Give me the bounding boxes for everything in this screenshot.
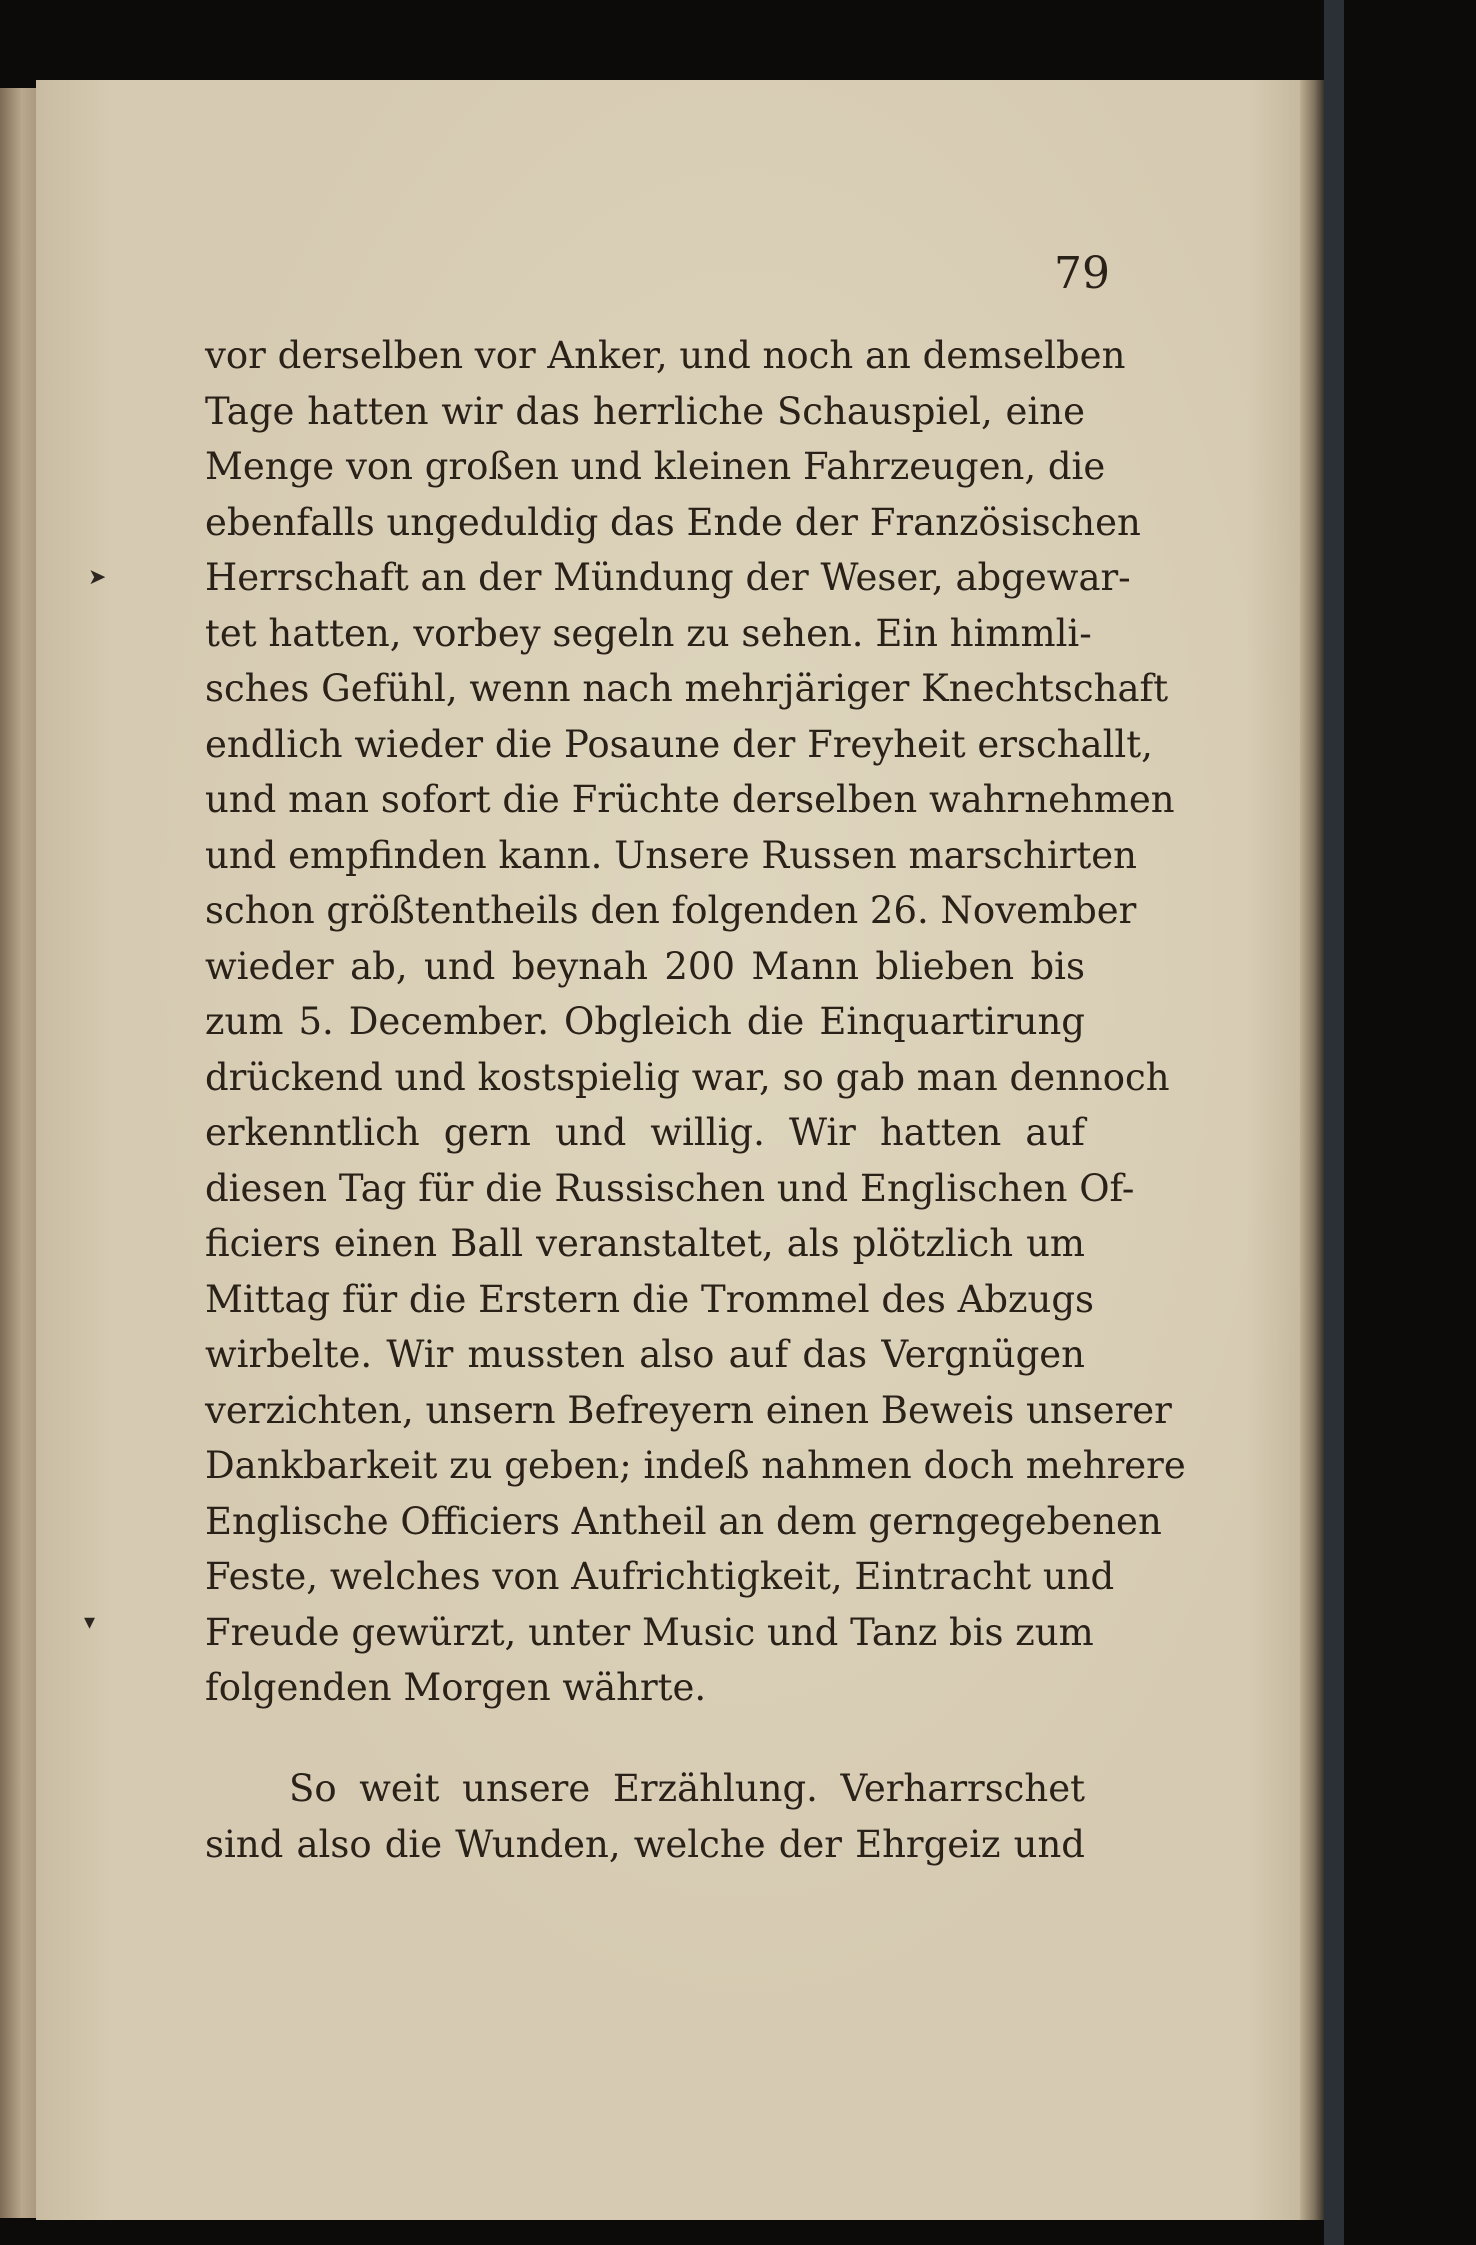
text-line: wieder ab, und beynah 200 Mann blieben bis: [205, 944, 1085, 988]
text-line: Mittag für die Erstern die Trommel des Abzugs: [205, 1277, 1095, 1321]
text-line: drückend und kostspielig war, so gab man dennoch: [205, 1055, 1170, 1099]
text-line: vor derselben vor Anker, und noch an demselben: [205, 334, 1126, 377]
text-line: Feste, welches von Aufrichtigkeit, Eintracht und: [205, 1555, 1115, 1598]
text-line: Herrschaft an der Mündung der Weser, abgewar-: [205, 556, 1131, 599]
page-gutter: [1300, 80, 1324, 2220]
binding-strip: [1324, 0, 1344, 2245]
text-line: endlich wieder die Posaune der Freyheit erschallt,: [205, 722, 1153, 766]
text-line: Menge von großen und kleinen Fahrzeugen, die: [205, 445, 1106, 488]
text-line: Englische Officiers Antheil an dem gerngegebenen: [205, 1499, 1162, 1543]
paragraph-2: [205, 1761, 1085, 1872]
text-line: erkenntlich gern und willig. Wir hatten auf: [205, 1111, 1085, 1154]
page-number: 79: [1054, 248, 1110, 299]
text-line: folgenden Morgen währte.: [205, 1666, 707, 1709]
facing-page-edge: [0, 88, 40, 2218]
text-line: Tage hatten wir das herrliche Schauspiel, eine: [205, 389, 1085, 433]
text-line: sches Gefühl, wenn nach mehrjäriger Knechtschaft: [205, 667, 1169, 710]
text-line: und man sofort die Früchte derselben wahrnehmen: [205, 778, 1175, 821]
text-line: Freude gewürzt, unter Music und Tanz bis zum: [205, 1610, 1094, 1654]
text-line: diesen Tag für die Russischen und Englischen Of-: [205, 1166, 1135, 1210]
text-line: zum 5. December. Obgleich die Einquartirung: [205, 1000, 1085, 1043]
text-line: wirbelte. Wir mussten also auf das Vergnügen: [205, 1333, 1085, 1376]
text-line: tet hatten, vorbey segeln zu sehen. Ein himmli-: [205, 611, 1092, 655]
margin-mark: ▾: [84, 1610, 96, 1635]
text-line: schon größtentheils den folgenden 26. November: [205, 889, 1137, 932]
text-line: sind also die Wunden, welche der Ehrgeiz und: [205, 1822, 1085, 1866]
paragraph-1: [205, 328, 1186, 1716]
text-line: ebenfalls ungeduldig das Ende der Französischen: [205, 500, 1141, 544]
margin-mark: ➤: [88, 565, 107, 590]
text-line: So weit unsere Erzählung. Verharrschet: [289, 1767, 1085, 1810]
text-line: verzichten, unsern Befreyern einen Beweis unserer: [205, 1388, 1172, 1432]
text-line: Dankbarkeit zu geben; indeß nahmen doch mehrere: [205, 1444, 1186, 1487]
text-line: und empfinden kann. Unsere Russen marschirten: [205, 833, 1137, 877]
text-line: ficiers einen Ball veranstaltet, als plötzlich um: [205, 1222, 1085, 1265]
